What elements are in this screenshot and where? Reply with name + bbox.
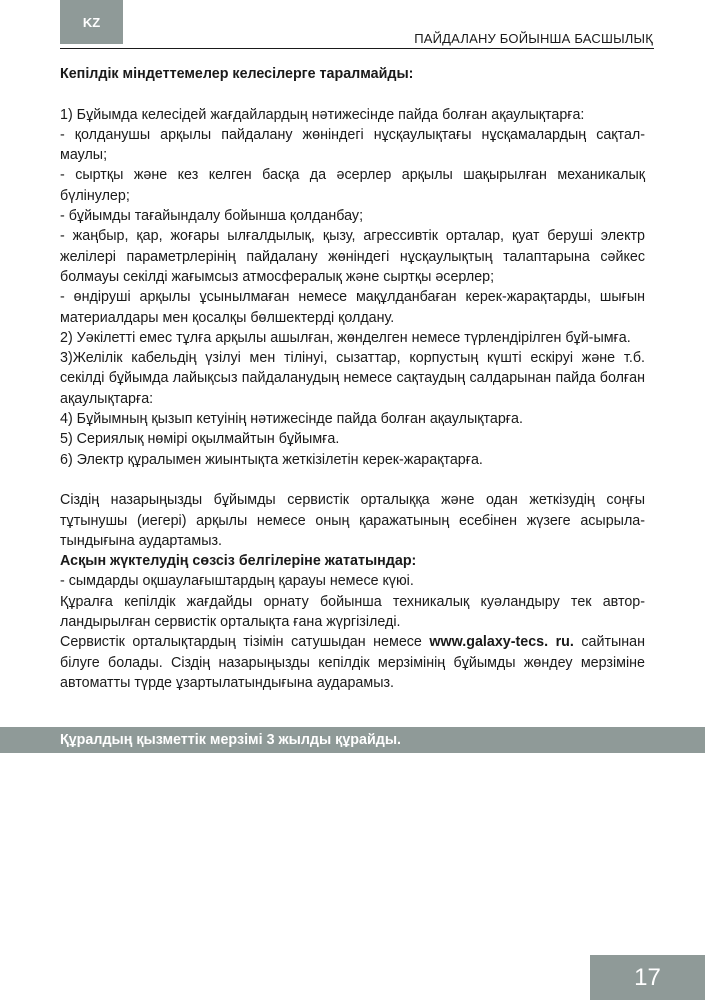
wear-item: Құралға кепілдік жағдайды орнату бойынша техникалық куәландыру тек автор-ландырылған сервистік орталықта ғана жүргізіледі.	[60, 593, 645, 631]
service-life-text: Құралдың қызметтік мерзімі 3 жылды құрайды.	[60, 732, 402, 748]
wear-item: - сымдарды оқшаулағыштардың қарауы немесе күюі.	[60, 573, 414, 590]
wear-heading: Асқын жүктелудің сөзсіз белгілеріне жататындар:	[60, 553, 417, 570]
language-label: KZ	[82, 14, 101, 30]
warranty-item: 4) Бұйымның қызып кетуінің нәтижесінде пайда болған ақаулықтарға.	[60, 411, 523, 428]
warranty-item: - өндіруші арқылы ұсынылмаған немесе мақұлданбаған керек-жарақтарды, шығын материалдары мен қосалқы бөлшектерді қолдану.	[60, 289, 645, 326]
spacer	[60, 84, 645, 104]
website-link[interactable]: www.galaxy-tecs. ru.	[429, 634, 574, 651]
service-centers-prefix: Сервистік орталықтардың тізімін сатушыдан немесе	[60, 634, 422, 651]
service-life-bar	[0, 727, 705, 753]
header-divider	[60, 48, 654, 49]
page-content	[60, 64, 645, 693]
warranty-item: - сыртқы және кез келген басқа да әсерлер арқылы шақырылған механикалық бүлінулер;	[60, 167, 645, 204]
warranty-item: - қолданушы арқылы пайдалану жөніндегі нұсқаулықтағы нұсқамалардың сақтал-маулы;	[60, 126, 645, 164]
warranty-item: 6) Электр құралымен жиынтықта жеткізілетін керек-жарақтарға.	[60, 451, 483, 468]
warranty-item: - жаңбыр, қар, жоғары ылғалдылық, қызу, агрессивтік орталар, қуат беруші электр желілері параметрлерінің пайдалану жөніндегі нұсқаулықтың талаптарына сәйкес болмауы секілді жағымсыз атмосфералық және сыртқы әсерлер;	[60, 228, 645, 285]
warranty-item: 5) Сериялық нөмірі оқылмайтын бұйымға.	[60, 431, 340, 448]
service-centers-suffix: сайтынан білуге болады. Сіздің назарыңызды кепілдік мерзімінің бұйымды жөндеу мерзіміне автоматты түрде ұзартылатындығына аударамыз.	[60, 634, 646, 691]
service-note: Сіздің назарыңызды бұйымды сервистік орталыққа және одан жеткізудің соңғы тұтынушы (иегері) арқылы немесе оның қаражатының есебінен жүзеге асырыла-тындығына аудартамыз.	[60, 492, 645, 549]
warranty-heading: Кепілдік міндеттемелер келесілерге таралмайды:	[60, 66, 414, 82]
page-number-box	[590, 955, 705, 1000]
warranty-item: 1) Бұйымда келесідей жағдайлардың нәтижесінде пайда болған ақаулықтарға:	[60, 106, 585, 123]
page-header-title: ПАЙДАЛАНУ БОЙЫНША БАСШЫЛЫҚ	[414, 31, 653, 46]
page-number: 17	[634, 963, 661, 991]
warranty-item: - бұйымды тағайындалу бойынша қолданбау;	[60, 208, 364, 225]
language-tab	[60, 0, 123, 44]
spacer	[60, 470, 645, 490]
service-centers-paragraph	[60, 632, 645, 693]
warranty-item: 3)Желілік кабельдің үзілуі мен тілінуі, сызаттар, корпустың күшті ескіруі және т.б. секілді бұйымда лайықсыз пайдаланудың немесе сақтаудың салдарынан пайда болған ақаулықтарға:	[60, 350, 645, 407]
warranty-item: 2) Уәкілетті емес тұлға арқылы ашылған, жөнделген немесе түрлендірілген бұй-ымға.	[60, 329, 631, 346]
